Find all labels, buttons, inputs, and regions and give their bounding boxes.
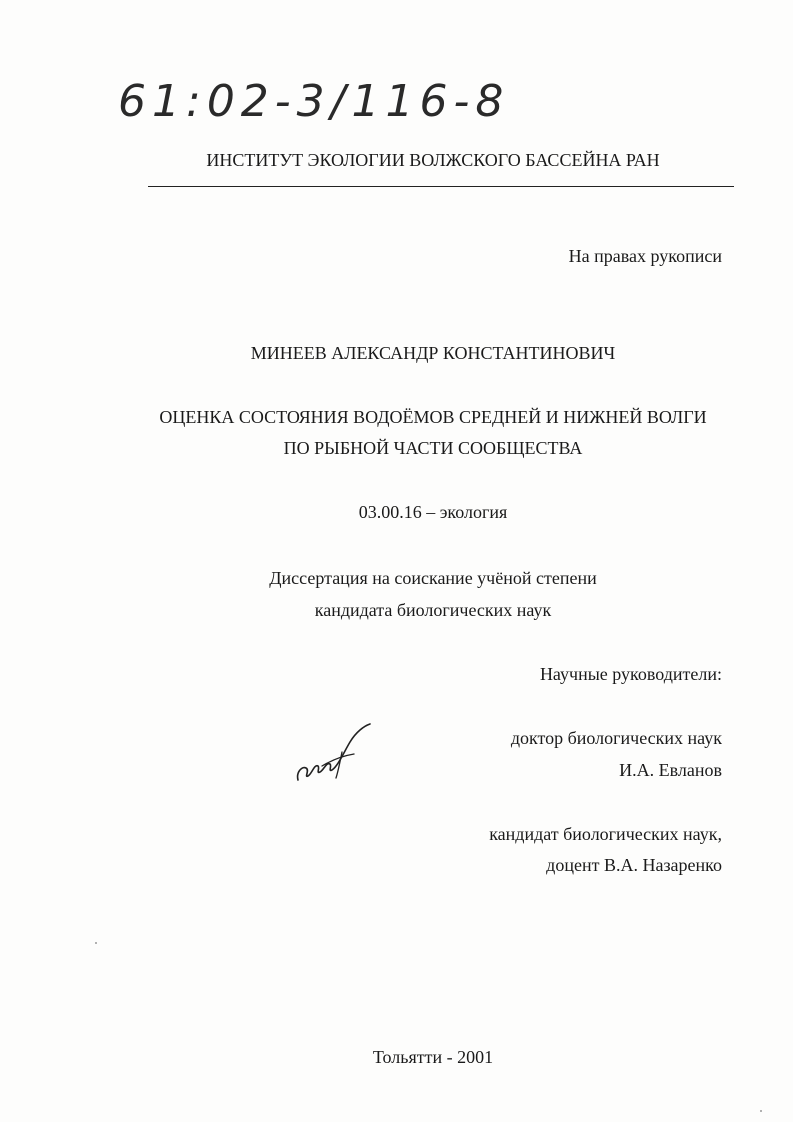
- specialty-code: 03.00.16 – экология: [358, 502, 508, 522]
- dissertation-title-line2: ПО РЫБНОЙ ЧАСТИ СООБЩЕСТВА: [283, 438, 583, 458]
- scan-speck: [95, 942, 97, 944]
- degree-line2: кандидата биологических наук: [314, 600, 552, 620]
- supervisors-heading: Научные руководители:: [539, 664, 722, 684]
- dissertation-title-line1: ОЦЕНКА СОСТОЯНИЯ ВОДОЁМОВ СРЕДНЕЙ И НИЖНЕЙ ВОЛГИ: [159, 407, 707, 427]
- supervisor2-degree: кандидат биологических наук,: [489, 824, 722, 844]
- author-name: МИНЕЕВ АЛЕКСАНДР КОНСТАНТИНОВИЧ: [250, 343, 616, 363]
- manuscript-rights-note: На правах рукописи: [568, 246, 722, 266]
- institute-name: ИНСТИТУТ ЭКОЛОГИИ ВОЛЖСКОГО БАССЕЙНА РАН: [206, 150, 660, 170]
- header-divider: [148, 186, 734, 187]
- signature-icon: [292, 722, 376, 788]
- archive-code-svg: [118, 72, 518, 132]
- handwritten-signature: [292, 722, 376, 788]
- degree-line1: Диссертация на соискание учёной степени: [269, 568, 597, 588]
- city-year: Тольятти - 2001: [372, 1047, 494, 1067]
- supervisor1-degree: доктор биологических наук: [510, 728, 722, 748]
- archive-code-handwritten: [118, 72, 518, 132]
- supervisor2-name: доцент В.А. Назаренко: [546, 855, 722, 875]
- archive-code-text: 61:02-3/116-8: [118, 76, 510, 127]
- scan-speck: [760, 1110, 762, 1112]
- supervisor1-name: И.А. Евланов: [619, 760, 722, 780]
